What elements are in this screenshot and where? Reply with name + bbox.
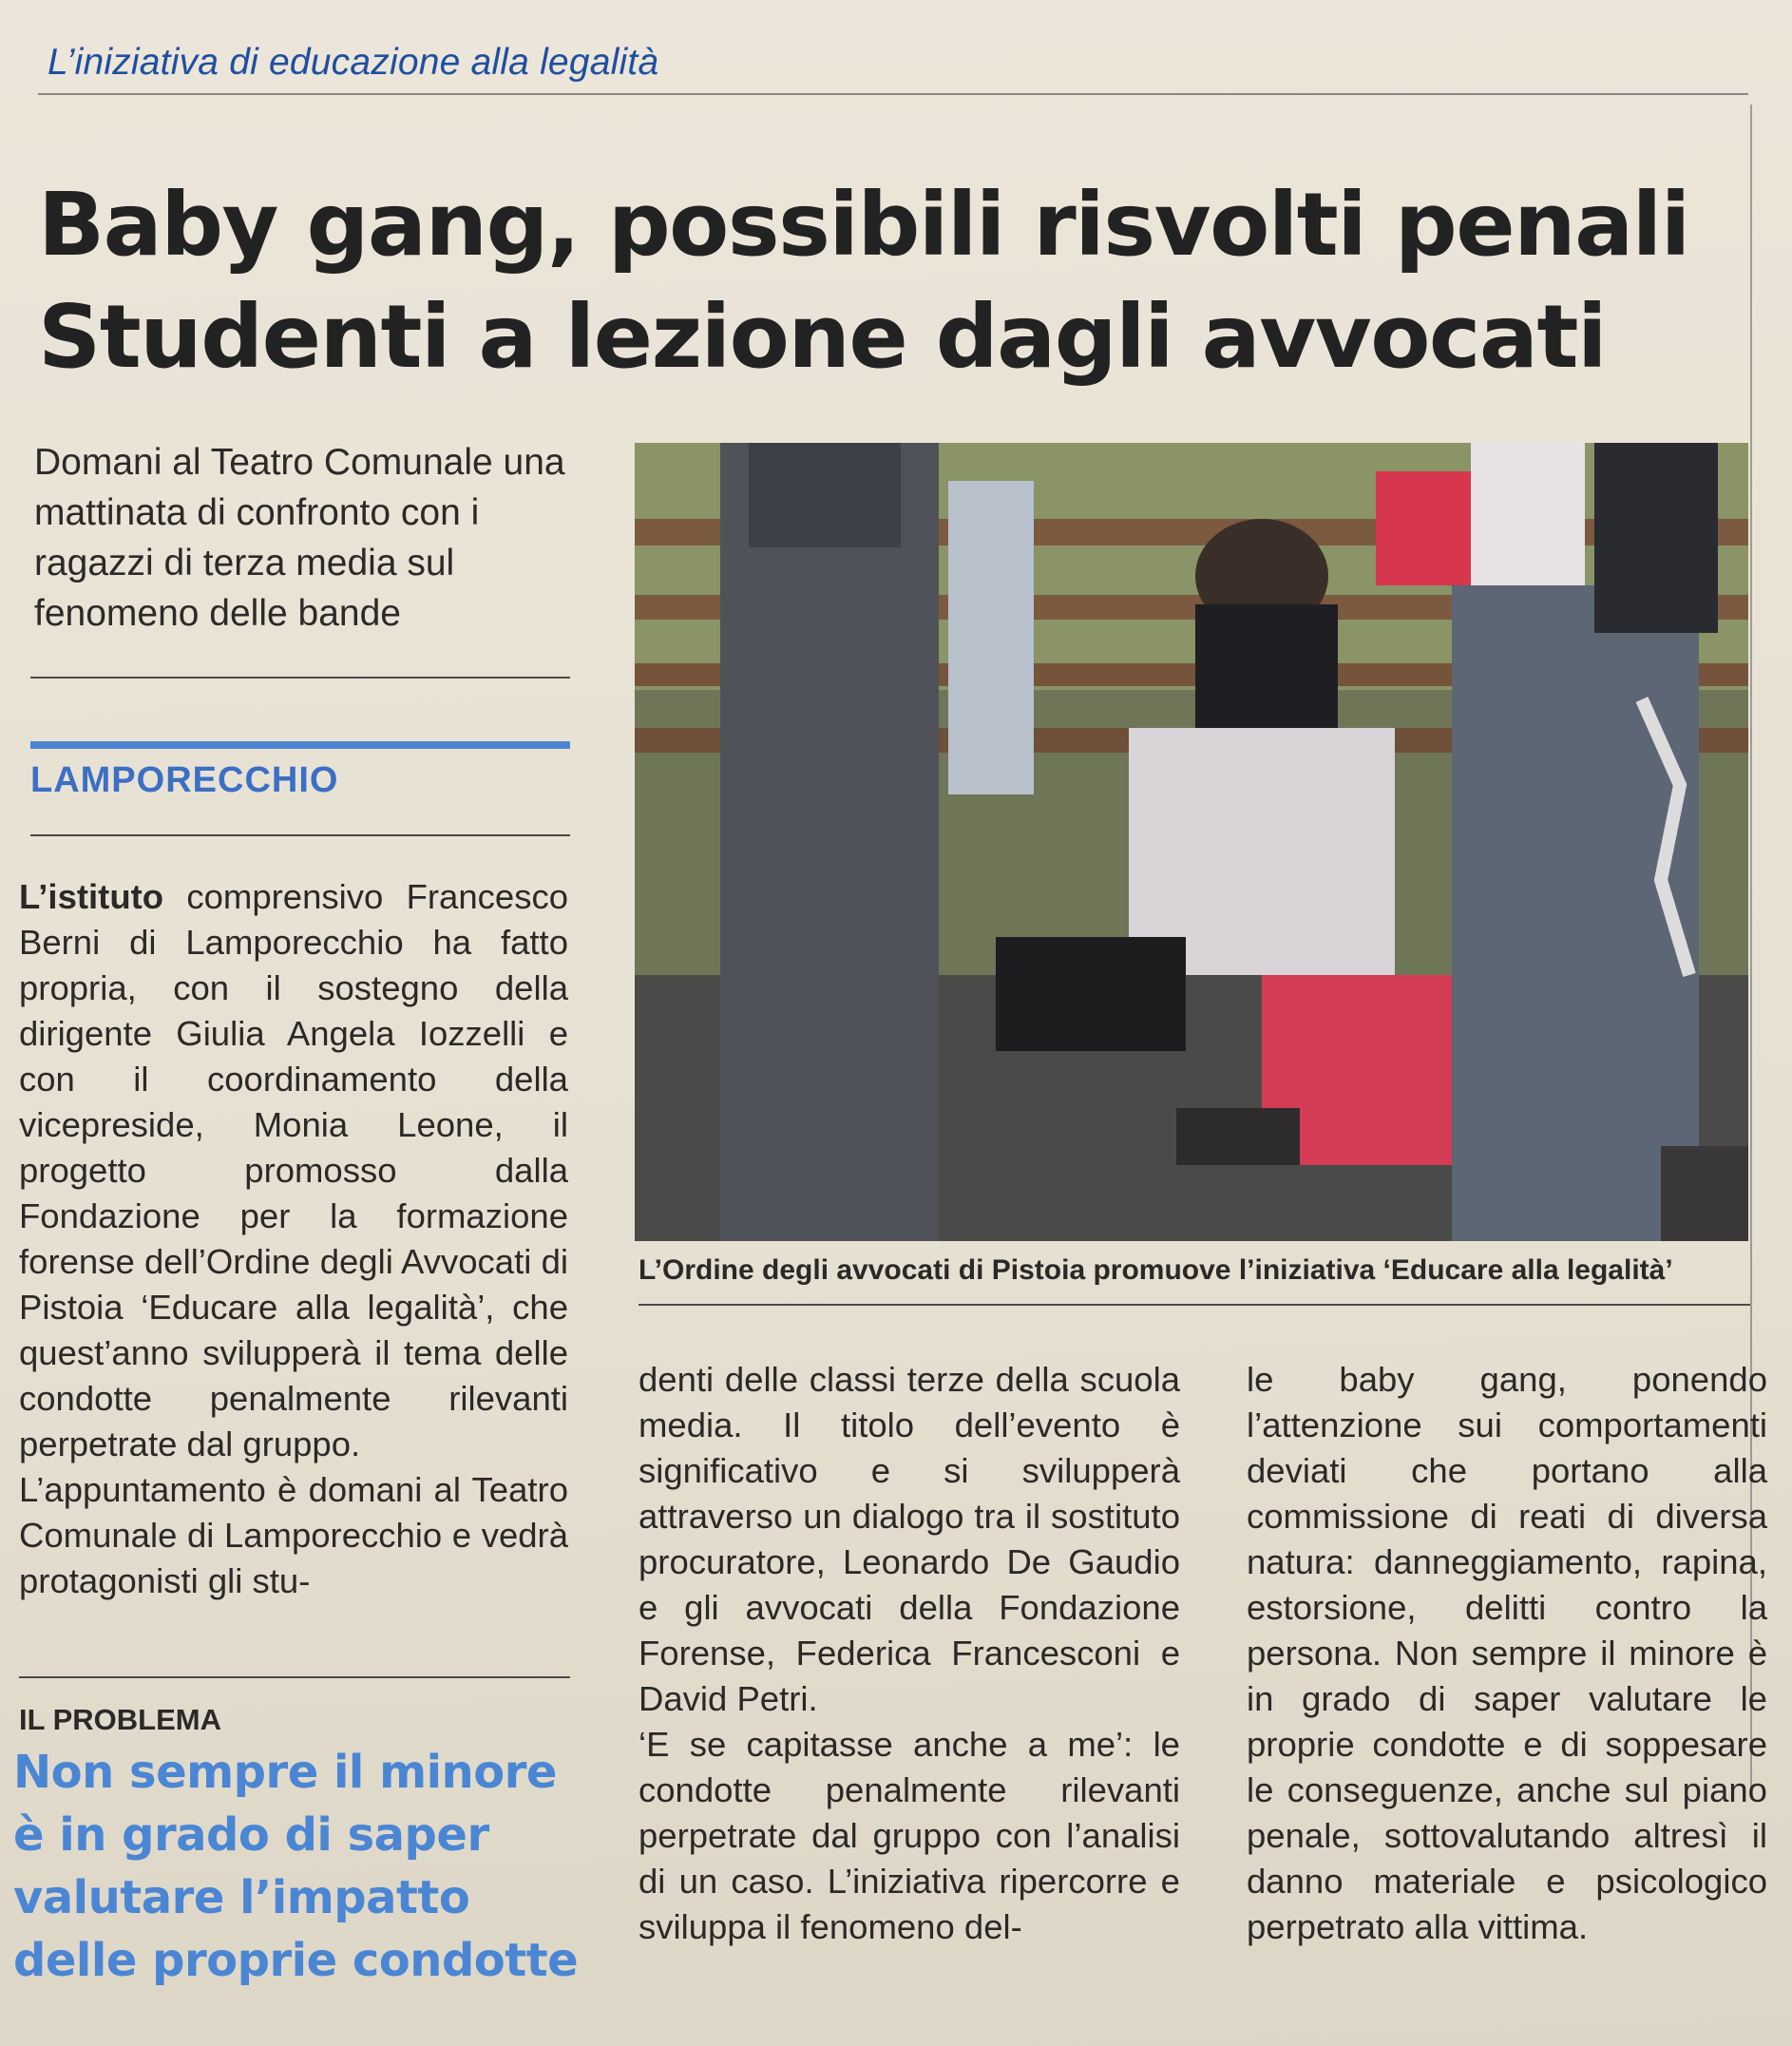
deck-summary: Domani al Teatro Comunale una mattinata di confronto con i ragazzi di terza media sul fenomeno delle bande: [34, 442, 565, 634]
caption-rule: [639, 1304, 1750, 1306]
lead-word: L’istituto: [19, 877, 164, 916]
photo-illustration: [635, 443, 1748, 1241]
article-column-1: [19, 874, 568, 1604]
headline-line-2: Studenti a lezione dagli avvocati: [38, 286, 1607, 388]
article-photo: [635, 443, 1748, 1241]
location-rule: [30, 834, 570, 836]
deck-rule: [30, 677, 570, 679]
problem-label: IL PROBLEMA: [19, 1703, 221, 1736]
headline: [38, 169, 1758, 393]
section-kicker: L’iniziativa di educazione alla legalità: [48, 42, 659, 83]
paragraph: [19, 874, 568, 1467]
article-column-2: [639, 1357, 1180, 1950]
kicker-rule: [38, 93, 1748, 95]
paragraph-text: comprensivo Francesco Berni di Lamporecchio ha fatto propria, con il sostegno della dirigente Giulia Angela Iozzelli e con il coordinamento della vicepreside, Monia Leone, il progetto promosso dalla Fondazione per la formazione forense dell’Ordine degli Avvocati di Pistoia ‘Educare alla legalità’, che quest’anno svilupperà il tema delle condotte penalmente rilevanti perpetrate dal gruppo.: [19, 877, 568, 1463]
dateline-location: LAMPORECCHIO: [30, 760, 339, 800]
photo-caption: L’Ordine degli avvocati di Pistoia promuove l’iniziativa ‘Educare alla legalità’: [639, 1254, 1673, 1286]
paragraph: denti delle classi terze della scuola media. Il titolo dell’evento è significativo e si svilupperà attraverso un dialogo tra il sostituto procuratore, Leonardo De Gaudio e gli avvocati della Fondazione Forense, Federica Francesconi e David Petri.: [639, 1360, 1180, 1718]
paragraph: ‘E se capitasse anche a me’: le condotte penalmente rilevanti perpetrate dal gruppo con l’analisi di un caso. L’iniziativa ripercorre e sviluppa il fenomeno del-: [639, 1725, 1180, 1946]
location-bar: [30, 741, 570, 749]
problem-rule: [19, 1676, 570, 1678]
paragraph: le baby gang, ponendo l’attenzione sui comportamenti deviati che portano alla commissione di reati di diversa natura: danneggiamento, rapina, estorsione, delitti contro la persona. Non sempre il minore è in grado di saper valutare le proprie condotte e di soppesare le conseguenze, anche sul piano penale, sottovalutando altresì il danno materiale e psicologico perpetrato alla vittima.: [1247, 1360, 1767, 1946]
headline-line-1: Baby gang, possibili risvolti penali: [38, 174, 1689, 276]
article-column-3: [1247, 1357, 1767, 1950]
pull-quote: Non sempre il minore è in grado di saper valutare l’impatto delle proprie condotte: [13, 1746, 579, 1987]
paragraph: L’appuntamento è domani al Teatro Comunale di Lamporecchio e vedrà protagonisti gli stu-: [19, 1470, 568, 1600]
